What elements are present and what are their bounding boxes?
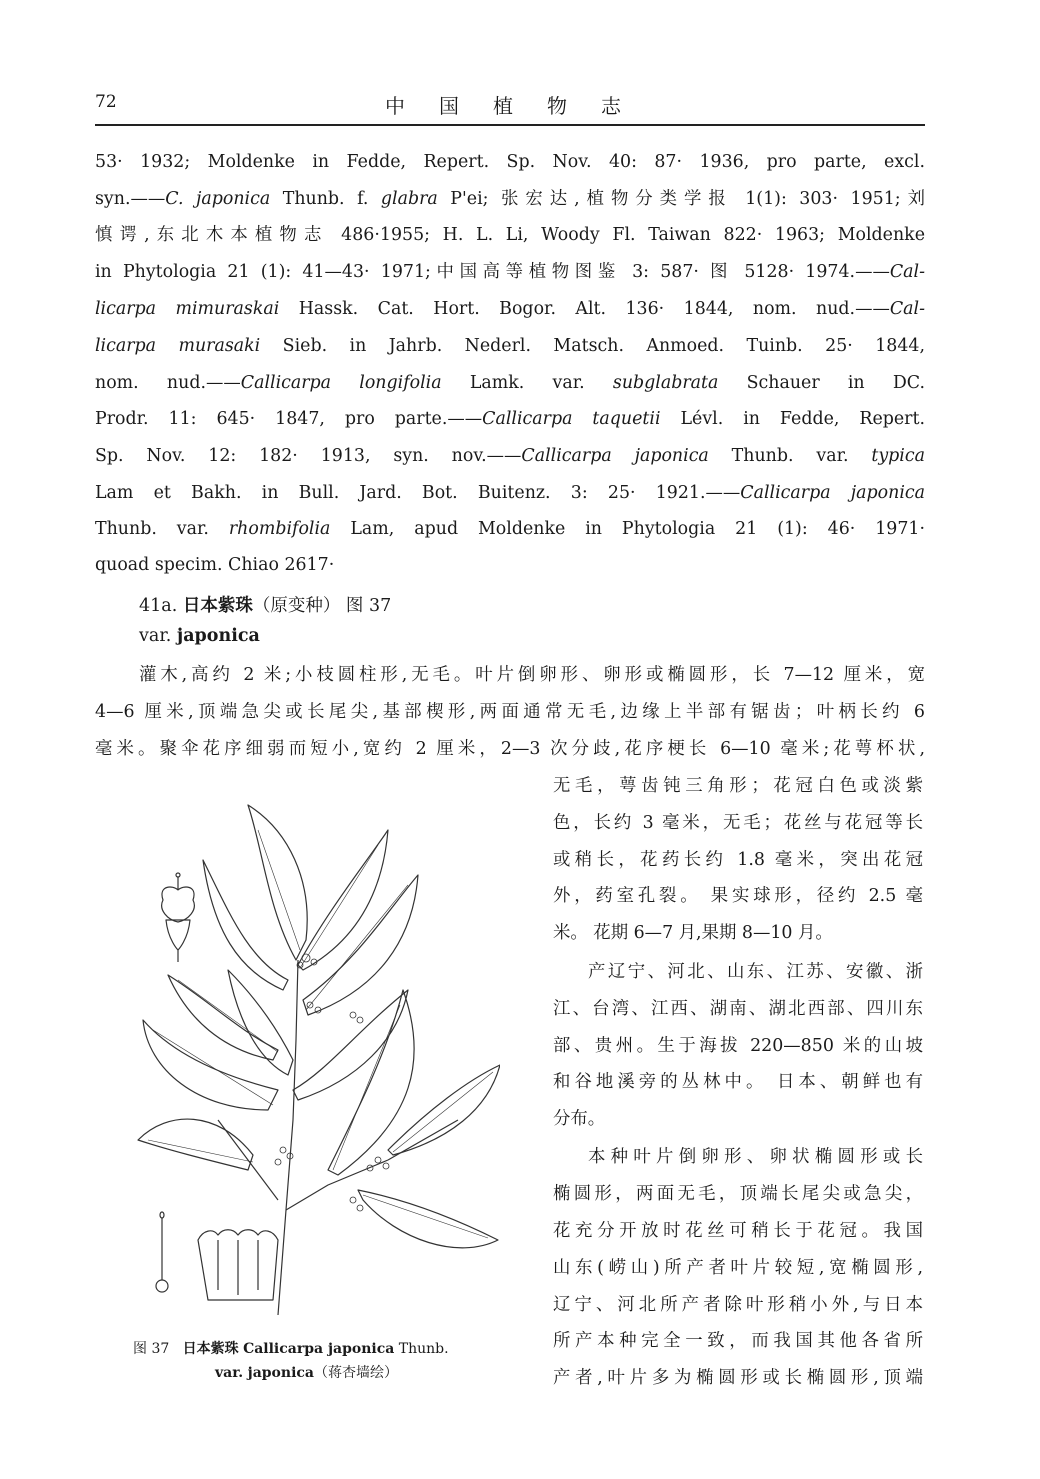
synonymy-line: 慎谔,东北木本植物志 486·1955; H. L. Li, Woody Fl. Taiwan 822· 1963; Moldenke (95, 225, 925, 245)
note-line: 产者,叶片多为椭圆形或长椭圆形,顶端 (553, 1368, 923, 1388)
figure-caption-line2 (215, 1362, 398, 1382)
synonymy-line: Prodr. 11: 645· 1847, pro parte.——Callicarpa taquetii Lévl. in Fedde, Repert. (95, 409, 926, 429)
synonymy-line: Lam et Bakh. in Bull. Jard. Bot. Buitenz. 3: 25· 1921.——Callicarpa japonica (95, 483, 925, 503)
figure-chinese-name: 日本紫珠 (182, 1341, 239, 1357)
header-rule (95, 124, 925, 126)
figure-var-prefix: var. (215, 1365, 244, 1381)
note-line: 山东(崂山)所产者叶片较短,宽椭圆形, (553, 1258, 923, 1278)
variety-chinese-name: 日本紫珠 (182, 596, 253, 616)
synonymy-line: Thunb. var. rhombifolia Lam, apud Moldenke in Phytologia 21 (1): 46· 1971· (95, 519, 926, 539)
leaf (303, 875, 418, 1015)
figure-label: 图 37 (133, 1341, 170, 1357)
description-line: 毫米。聚伞花序细弱而短小,宽约 2 厘米，2—3 次分歧,花序梗长 6—10 毫米;花萼杯状, (95, 739, 925, 759)
flower-detail (162, 873, 195, 962)
leaf (358, 1190, 498, 1248)
synonymy-line: quoad specim. Chiao 2617· (95, 555, 335, 575)
leaf (328, 990, 414, 1175)
description-line: 4—6 厘米,顶端急尖或长尾尖,基部楔形,两面通常无毛,边缘上半部有锯齿；叶柄长约 6 (95, 702, 925, 722)
synonymy-line: licarpa mimuraskai Hassk. Cat. Hort. Bogor. Alt. 136· 1844, nom. nud.——Cal- (95, 299, 925, 319)
variety-status: （原变种） (252, 596, 341, 616)
description-right-line: 或稍长，花药长约 1.8 毫米，突出花冠 (553, 850, 923, 870)
figure-reference: 图 37 (345, 596, 392, 616)
note-line: 所产本种完全一致，而我国其他各省所 (553, 1331, 923, 1351)
page-number: 72 (95, 92, 117, 112)
description-right-line: 无毛，萼齿钝三角形；花冠白色或淡紫 (553, 776, 923, 796)
leaf (293, 990, 408, 1100)
synonymy-line: syn.——C. japonica Thunb. f. glabra P'ei; 张宏达,植物分类学报 1(1): 303· 1951;刘 (95, 189, 925, 209)
leaf (143, 1020, 278, 1110)
leaf (168, 975, 278, 1060)
distribution-line: 分布。 (553, 1109, 606, 1129)
description-right-line: 外，药室孔裂。 果实球形，径约 2.5 毫 (553, 886, 923, 906)
note-line: 辽宁、河北所产者除叶形稍小外,与日本 (553, 1295, 923, 1315)
description-right-line: 米。 花期 6—7 月,果期 8—10 月。 (553, 923, 833, 943)
figure-author: Thunb. (398, 1341, 449, 1357)
stamen-detail (156, 1212, 168, 1292)
branch (286, 1120, 458, 1210)
synonymy-line: in Phytologia 21 (1): 41—43· 1971;中国高等植物图鉴 3: 587· 图 5128· 1974.——Cal- (95, 262, 925, 282)
distribution-line: 产辽宁、河北、山东、江苏、安徽、浙 (588, 962, 923, 982)
variety-latin-name: var. japonica (139, 626, 260, 646)
leaf (228, 970, 293, 1075)
branch (218, 1120, 278, 1200)
leaf (388, 1065, 500, 1155)
running-title: 中国植物志 (385, 94, 655, 118)
synonymy-line: nom. nud.——Callicarpa longifolia Lamk. var. subglabrata Schauer in DC. (95, 373, 926, 393)
figure-latin-name: Callicarpa japonica (243, 1341, 395, 1357)
distribution-line: 和谷地溪旁的丛林中。 日本、朝鲜也有 (553, 1072, 923, 1092)
note-line: 花充分开放时花丝可稍长于花冠。我国 (553, 1221, 923, 1241)
note-line: 椭圆形，两面无毛，顶端长尾尖或急尖， (553, 1184, 923, 1204)
distribution-line: 部、贵州。生于海拔 220—850 米的山坡 (553, 1036, 923, 1056)
leaf (248, 805, 307, 960)
figure-artist: （蒋杏墙绘） (313, 1365, 398, 1381)
corolla-detail (198, 1230, 278, 1300)
stem (278, 960, 298, 1315)
figure-var-name: japonica (247, 1365, 314, 1381)
leaf-vein (148, 830, 493, 1238)
synonymy-line: Sp. Nov. 12: 182· 1913, syn. nov.——Callicarpa japonica Thunb. var. typica (95, 446, 925, 466)
synonymy-line: 53· 1932; Moldenke in Fedde, Repert. Sp. Nov. 40: 87· 1936, pro parte, excl. (95, 152, 925, 172)
note-line: 本种叶片倒卵形、卵状椭圆形或长 (588, 1147, 923, 1167)
description-right-line: 色，长约 3 毫米，无毛；花丝与花冠等长 (553, 813, 923, 833)
variety-number: 41a. (139, 596, 183, 616)
figure-caption (133, 1338, 449, 1358)
synonymy-line: licarpa murasaki Sieb. in Jahrb. Nederl. Matsch. Anmoed. Tuinb. 25· 1844, (95, 336, 926, 356)
distribution-line: 江、台湾、江西、湖南、湖北西部、四川东 (553, 999, 923, 1019)
variety-heading (139, 592, 391, 617)
botanical-illustration (128, 790, 500, 1320)
description-line: 灌木,高约 2 米;小枝圆柱形,无毛。叶片倒卵形、卵形或椭圆形，长 7—12 厘米，宽 (139, 665, 925, 685)
